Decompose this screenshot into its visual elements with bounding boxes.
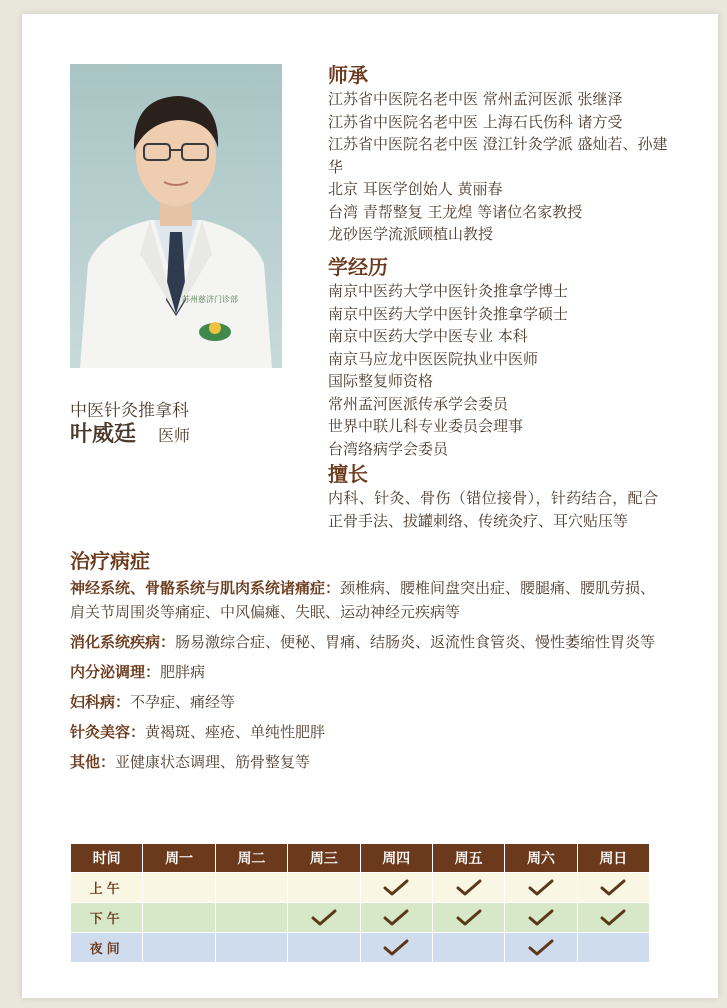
checkmark-icon bbox=[456, 909, 482, 927]
treatment-label: 妇科病： bbox=[70, 693, 131, 711]
treatment-text: 不孕症、痛经等 bbox=[130, 693, 236, 711]
schedule-slot bbox=[215, 873, 287, 903]
treatment-label: 消化系统疾病： bbox=[70, 633, 176, 651]
specialty-heading: 擅长 bbox=[328, 462, 368, 486]
clinic-schedule-table bbox=[70, 843, 650, 963]
education-line: 台湾络病学会委员 bbox=[328, 439, 449, 458]
schedule-slot bbox=[577, 873, 649, 903]
education-line: 常州孟河医派传承学会委员 bbox=[328, 394, 509, 413]
schedule-slot bbox=[432, 933, 504, 963]
schedule-slot bbox=[505, 873, 577, 903]
schedule-slot bbox=[288, 933, 360, 963]
treatment-heading: 治疗病症 bbox=[70, 549, 150, 573]
schedule-row-label: 上午 bbox=[71, 873, 143, 903]
doctor-portrait-illustration bbox=[70, 64, 282, 368]
education-line: 国际整复师资格 bbox=[328, 372, 434, 390]
treatment-item bbox=[70, 750, 670, 774]
checkmark-icon bbox=[383, 879, 409, 897]
schedule-slot bbox=[215, 903, 287, 933]
education-heading: 学经历 bbox=[328, 255, 388, 279]
education-section bbox=[328, 254, 673, 460]
mentor-line: 北京 耳医学创始人 黄丽春 bbox=[328, 180, 503, 198]
checkmark-icon bbox=[383, 909, 409, 927]
coat-embroidery: 苏州慈济门诊部 bbox=[182, 295, 238, 304]
schedule-slot bbox=[505, 933, 577, 963]
checkmark-icon bbox=[311, 909, 337, 927]
treatment-text: 黄褐斑、痤疮、单纯性肥胖 bbox=[145, 723, 326, 741]
schedule-slot bbox=[215, 933, 287, 963]
specialty-section bbox=[328, 461, 658, 532]
schedule-row-afternoon bbox=[71, 903, 650, 933]
checkmark-icon bbox=[383, 939, 409, 957]
schedule-slot bbox=[143, 903, 215, 933]
treatment-item bbox=[70, 720, 670, 744]
schedule-row-evening bbox=[71, 933, 650, 963]
schedule-slot bbox=[360, 933, 432, 963]
treatment-item bbox=[70, 660, 670, 684]
mentor-line: 江苏省中医院名老中医 上海石氏伤科 诸方受 bbox=[328, 112, 623, 131]
department: 中医针灸推拿科 bbox=[70, 401, 189, 421]
schedule-header-thu: 周四 bbox=[360, 844, 432, 873]
doctor-title: 医师 bbox=[158, 426, 191, 445]
treatment-label: 内分泌调理： bbox=[70, 663, 161, 681]
checkmark-icon bbox=[528, 879, 554, 897]
schedule-row-label: 夜间 bbox=[71, 933, 143, 963]
checkmark-icon bbox=[600, 879, 626, 897]
schedule-slot bbox=[577, 903, 649, 933]
schedule-slot bbox=[288, 873, 360, 903]
schedule-slot bbox=[360, 873, 432, 903]
schedule-header-sat: 周六 bbox=[505, 844, 577, 873]
treatment-item bbox=[70, 576, 670, 624]
schedule-header-mon: 周一 bbox=[143, 844, 215, 873]
treatment-section bbox=[70, 548, 670, 780]
schedule-header-tue: 周二 bbox=[215, 844, 287, 873]
specialty-text: 内科、针灸、骨伤（错位接骨），针药结合，配合正骨手法、拔罐刺络、传统灸疗、耳穴贴压等 bbox=[328, 489, 658, 530]
schedule-slot bbox=[360, 903, 432, 933]
education-line: 南京中医药大学中医针灸推拿学硕士 bbox=[328, 304, 569, 323]
education-line: 世界中联儿科专业委员会理事 bbox=[328, 417, 524, 435]
schedule-slot bbox=[577, 933, 649, 963]
treatment-label: 针灸美容： bbox=[70, 723, 146, 741]
education-line: 南京马应龙中医医院执业中医师 bbox=[328, 349, 539, 368]
checkmark-icon bbox=[600, 909, 626, 927]
treatment-text: 亚健康状态调理、筋骨整复等 bbox=[115, 753, 311, 771]
treatment-item bbox=[70, 690, 670, 714]
mentors-heading: 师承 bbox=[328, 63, 368, 87]
mentor-line: 江苏省中医院名老中医 常州孟河医派 张继泽 bbox=[328, 90, 623, 108]
schedule-slot bbox=[288, 903, 360, 933]
schedule-header-fri: 周五 bbox=[432, 844, 504, 873]
schedule-slot bbox=[143, 873, 215, 903]
checkmark-icon bbox=[528, 909, 554, 927]
treatment-text: 颈椎病、腰椎间盘突出症、腰腿痛、腰肌劳损、肩关节周围炎等痛症、中风偏瘫、失眠、运动神经元疾病等 bbox=[70, 579, 656, 621]
schedule-header-row bbox=[71, 844, 650, 873]
checkmark-icon bbox=[528, 939, 554, 957]
schedule-slot bbox=[432, 873, 504, 903]
treatment-text: 肠易激综合症、便秘、胃痛、结肠炎、返流性食管炎、慢性萎缩性胃炎等 bbox=[175, 633, 656, 651]
mentor-line: 台湾 青帮整复 王龙煌 等诸位名家教授 bbox=[328, 202, 583, 221]
schedule-slot bbox=[143, 933, 215, 963]
schedule-row-morning bbox=[71, 873, 650, 903]
schedule-header-sun: 周日 bbox=[577, 844, 649, 873]
treatment-item bbox=[70, 630, 670, 654]
schedule-header-time: 时间 bbox=[71, 844, 143, 873]
checkmark-icon bbox=[456, 879, 482, 897]
schedule-slot bbox=[432, 903, 504, 933]
mentor-line: 龙砂医学流派顾植山教授 bbox=[328, 225, 494, 243]
doctor-name: 叶威廷 bbox=[70, 421, 137, 447]
doctor-profile-card bbox=[22, 14, 718, 998]
doctor-photo bbox=[70, 64, 282, 368]
treatment-label: 其他： bbox=[70, 753, 116, 771]
education-line: 南京中医药大学中医针灸推拿学博士 bbox=[328, 282, 569, 300]
mentor-line: 江苏省中医院名老中医 澄江针灸学派 盛灿若、孙建华 bbox=[328, 135, 668, 176]
doctor-name-line bbox=[70, 417, 190, 448]
mentors-section bbox=[328, 62, 673, 246]
schedule-header-wed: 周三 bbox=[288, 844, 360, 873]
schedule-slot bbox=[505, 903, 577, 933]
treatment-label: 神经系统、骨骼系统与肌肉系统诸痛症： bbox=[70, 579, 341, 597]
education-line: 南京中医药大学中医专业 本科 bbox=[328, 327, 528, 345]
schedule-row-label: 下午 bbox=[71, 903, 143, 933]
treatment-text: 肥胖病 bbox=[160, 663, 206, 681]
